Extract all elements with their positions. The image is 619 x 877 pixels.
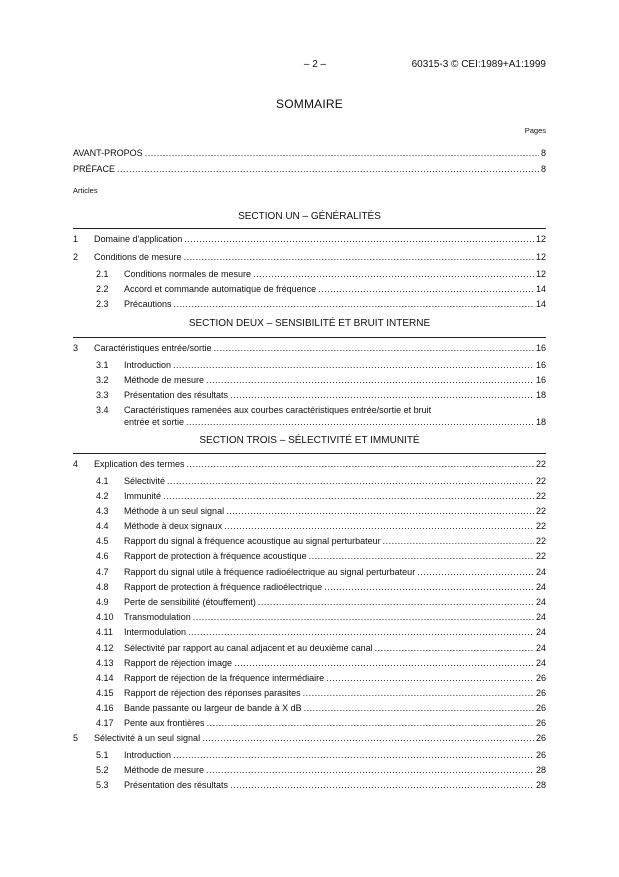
toc-entry-text: Méthode de mesure — [124, 765, 205, 775]
toc-entry-number: 5.3 — [96, 780, 109, 790]
toc-entry-number: 4.17 — [96, 718, 114, 728]
toc-entry-page: 22 — [535, 521, 546, 531]
leader-dots — [417, 565, 534, 579]
toc-entry-page: 14 — [535, 284, 546, 294]
leader-dots — [375, 641, 534, 655]
toc-entry-text: Présentation des résultats — [124, 780, 229, 790]
section-rule — [73, 453, 546, 454]
toc-entry-number: 4.5 — [96, 536, 109, 546]
toc-entry-page: 22 — [535, 536, 546, 546]
toc-entry-text: Caractéristiques entrée/sortie — [94, 343, 212, 353]
toc-entry-text: Méthode à un seul signal — [124, 506, 225, 516]
toc-entry-text: Perte de sensibilité (étouffement) — [124, 597, 256, 607]
toc-entry-text: entrée et sortie — [124, 417, 185, 427]
toc-entry[interactable] — [73, 641, 546, 655]
toc-entry-number: 1 — [73, 234, 79, 244]
toc-entry-page: 8 — [540, 164, 546, 174]
pages-column-label: Pages — [524, 126, 546, 135]
toc-entry-text: Rapport du signal utile à fréquence radioélectrique au signal perturbateur — [124, 567, 416, 577]
toc-entry[interactable] — [73, 457, 546, 471]
toc-entry[interactable] — [73, 474, 546, 488]
section-rule — [73, 228, 546, 229]
toc-entry-text: Rapport de réjection des réponses parasites — [124, 688, 301, 698]
toc-entry-number: 3.2 — [96, 375, 109, 385]
toc-entry-text: Sélectivité — [124, 476, 166, 486]
toc-entry[interactable] — [73, 534, 546, 548]
toc-entry-number: 4.8 — [96, 582, 109, 592]
toc-entry-text: Rapport du signal à fréquence acoustique au signal perturbateur — [124, 536, 381, 546]
leader-dots — [184, 250, 534, 264]
toc-entry-page: 16 — [535, 375, 546, 385]
toc-entry-page: 14 — [535, 299, 546, 309]
toc-entry-page: 24 — [535, 567, 546, 577]
toc-entry-page: 22 — [535, 476, 546, 486]
toc-entry-text: Sélectivité par rapport au canal adjacent et au deuxième canal — [124, 643, 373, 653]
toc-entry-number: 4.4 — [96, 521, 109, 531]
toc-entry-page: 24 — [535, 627, 546, 637]
leader-dots — [303, 686, 534, 700]
toc-entry-page: 28 — [535, 780, 546, 790]
toc-entry-page: 22 — [535, 459, 546, 469]
toc-entry-number: 4.13 — [96, 658, 114, 668]
toc-entry-preface[interactable] — [73, 162, 546, 176]
toc-entry-number: 4.14 — [96, 673, 114, 683]
leader-dots — [202, 731, 534, 745]
toc-entry[interactable] — [73, 731, 546, 745]
leader-dots — [188, 625, 534, 639]
toc-entry-text: Accord et commande automatique de fréquence — [124, 284, 317, 294]
toc-entry-page: 26 — [535, 718, 546, 728]
toc-entry[interactable] — [73, 625, 546, 639]
toc-entry-page: 18 — [535, 390, 546, 400]
toc-entry[interactable] — [73, 610, 546, 624]
toc-entry-page: 8 — [540, 148, 546, 158]
toc-entry-text: Rapport de réjection image — [124, 658, 233, 668]
toc-entry-text: Bande passante ou largeur de bande à X dB — [124, 703, 302, 713]
toc-entry-number: 4.12 — [96, 643, 114, 653]
leader-dots — [173, 358, 534, 372]
toc-entry-text: Pente aux frontières — [124, 718, 205, 728]
leader-dots — [230, 778, 534, 792]
leader-dots — [173, 748, 534, 762]
leader-dots — [230, 388, 534, 402]
toc-entry-number: 3.3 — [96, 390, 109, 400]
toc-entry[interactable] — [73, 656, 546, 670]
toc-entry-number: 4.3 — [96, 506, 109, 516]
toc-entry-text: Méthode à deux signaux — [124, 521, 223, 531]
toc-entry-number: 5.1 — [96, 750, 109, 760]
toc-entry[interactable] — [73, 504, 546, 518]
leader-dots — [163, 489, 534, 503]
toc-entry-text: Rapport de réjection de la fréquence intermédiaire — [124, 673, 325, 683]
toc-entry-text: PRÉFACE — [73, 164, 116, 174]
toc-entry-text: Explication des termes — [94, 459, 185, 469]
toc-entry-text: Domaine d'application — [94, 234, 183, 244]
leader-dots — [206, 373, 534, 387]
leader-dots — [383, 534, 534, 548]
toc-entry-page: 12 — [535, 234, 546, 244]
toc-entry-number: 2.2 — [96, 284, 109, 294]
toc-entry-page: 24 — [535, 658, 546, 668]
toc-entry-page: 18 — [535, 417, 546, 427]
toc-entry-number: 4.1 — [96, 476, 109, 486]
toc-entry[interactable] — [73, 358, 546, 372]
leader-dots — [234, 656, 534, 670]
page-title: SOMMAIRE — [276, 97, 343, 111]
toc-entry-page: 26 — [535, 733, 546, 743]
toc-entry-page: 22 — [535, 506, 546, 516]
leader-dots — [309, 549, 534, 563]
toc-entry[interactable] — [73, 519, 546, 533]
toc-entry-text: Méthode de mesure — [124, 375, 205, 385]
section-rule — [73, 337, 546, 338]
toc-entry[interactable] — [73, 267, 546, 281]
toc-entry-page: 12 — [535, 269, 546, 279]
toc-entry-number: 4.9 — [96, 597, 109, 607]
leader-dots — [258, 595, 534, 609]
toc-entry[interactable] — [73, 778, 546, 792]
toc-entry-page: 22 — [535, 491, 546, 501]
toc-entry-page: 26 — [535, 703, 546, 713]
toc-entry-number: 4.6 — [96, 551, 109, 561]
toc-entry-page: 22 — [535, 551, 546, 561]
toc-entry[interactable] — [73, 388, 546, 402]
toc-entry-number: 2.3 — [96, 299, 109, 309]
leader-dots — [226, 504, 534, 518]
toc-entry[interactable] — [73, 595, 546, 609]
toc-entry-page: 24 — [535, 597, 546, 607]
toc-entry-number: 3.4 — [96, 405, 109, 415]
toc-entry[interactable] — [73, 549, 546, 563]
toc-entry-number: 4 — [73, 459, 79, 469]
document-reference: 60315-3 © CEI:1989+A1:1999 — [411, 59, 546, 70]
toc-entry[interactable] — [73, 565, 546, 579]
leader-dots — [193, 610, 534, 624]
toc-entry-number: 4.2 — [96, 491, 109, 501]
toc-entry-text: Présentation des résultats — [124, 390, 229, 400]
leader-dots — [187, 457, 534, 471]
section-title: SECTION UN – GÉNÉRALITÉS — [238, 211, 381, 222]
toc-entry[interactable] — [73, 763, 546, 777]
toc-entry-number: 4.7 — [96, 567, 109, 577]
toc-entry-text: Intermodulation — [124, 627, 187, 637]
leader-dots — [206, 763, 534, 777]
leader-dots — [186, 415, 534, 429]
toc-entry-page: 24 — [535, 643, 546, 653]
toc-entry-page: 28 — [535, 765, 546, 775]
leader-dots — [145, 146, 539, 160]
toc-entry[interactable] — [73, 232, 546, 246]
toc-entry-number: 4.16 — [96, 703, 114, 713]
articles-column-label: Articles — [73, 186, 98, 195]
toc-entry-text: AVANT-PROPOS — [73, 148, 143, 158]
toc-entry[interactable] — [73, 716, 546, 730]
leader-dots — [184, 232, 534, 246]
leader-dots — [167, 474, 534, 488]
leader-dots — [318, 282, 534, 296]
toc-entry-number: 4.10 — [96, 612, 114, 622]
toc-entry-page: 26 — [535, 673, 546, 683]
toc-entry-text: Transmodulation — [124, 612, 191, 622]
toc-entry-text: Conditions normales de mesure — [124, 269, 252, 279]
toc-entry-number: 4.11 — [96, 627, 113, 637]
toc-entry[interactable] — [73, 250, 546, 264]
toc-entry-page: 26 — [535, 688, 546, 698]
toc-entry[interactable] — [73, 580, 546, 594]
page-number: – 2 – — [303, 59, 327, 70]
toc-entry[interactable] — [73, 282, 546, 296]
section-title: SECTION DEUX – SENSIBILITÉ ET BRUIT INTERNE — [188, 318, 431, 329]
toc-entry-page: 16 — [535, 360, 546, 370]
toc-entry-text: Sélectivité à un seul signal — [94, 733, 201, 743]
leader-dots — [253, 267, 534, 281]
toc-entry-number: 2 — [73, 252, 79, 262]
leader-dots — [304, 701, 534, 715]
toc-entry-number: 3.1 — [96, 360, 109, 370]
toc-entry-number: 5.2 — [96, 765, 109, 775]
toc-entry-text: Conditions de mesure — [94, 252, 182, 262]
toc-entry[interactable] — [73, 403, 546, 429]
toc-entry[interactable] — [73, 686, 546, 700]
section-title: SECTION TROIS – SÉLECTIVITÉ ET IMMUNITÉ — [199, 435, 420, 446]
toc-entry-number: 2.1 — [96, 269, 109, 279]
toc-entry[interactable] — [73, 297, 546, 311]
toc-entry[interactable] — [73, 748, 546, 762]
toc-entry[interactable] — [73, 671, 546, 685]
leader-dots — [214, 341, 534, 355]
toc-entry-number: 3 — [73, 343, 79, 353]
leader-dots — [207, 716, 534, 730]
toc-entry-text: Introduction — [124, 360, 172, 370]
leader-dots — [224, 519, 534, 533]
toc-entry[interactable] — [73, 373, 546, 387]
toc-entry-text: Rapport de protection à fréquence acoustique — [124, 551, 307, 561]
toc-entry[interactable] — [73, 341, 546, 355]
toc-entry[interactable] — [73, 489, 546, 503]
toc-entry-text: Immunité — [124, 491, 162, 501]
toc-entry-page: 26 — [535, 750, 546, 760]
leader-dots — [174, 297, 534, 311]
toc-entry-page: 12 — [535, 252, 546, 262]
leader-dots — [117, 162, 539, 176]
toc-entry-page: 24 — [535, 612, 546, 622]
toc-entry-number: 5 — [73, 733, 79, 743]
toc-entry-text: Rapport de protection à fréquence radioélectrique — [124, 582, 323, 592]
toc-entry-number: 4.15 — [96, 688, 114, 698]
toc-entry-avant-propos[interactable] — [73, 146, 546, 160]
toc-entry-text: Introduction — [124, 750, 172, 760]
toc-entry-page: 24 — [535, 582, 546, 592]
toc-entry-page: 16 — [535, 343, 546, 353]
toc-entry-text-line1: Caractéristiques ramenées aux courbes caractéristiques entrée/sortie et bruit — [124, 405, 432, 415]
leader-dots — [326, 671, 534, 685]
toc-entry-text: Précautions — [124, 299, 172, 309]
toc-entry[interactable] — [73, 701, 546, 715]
leader-dots — [324, 580, 534, 594]
